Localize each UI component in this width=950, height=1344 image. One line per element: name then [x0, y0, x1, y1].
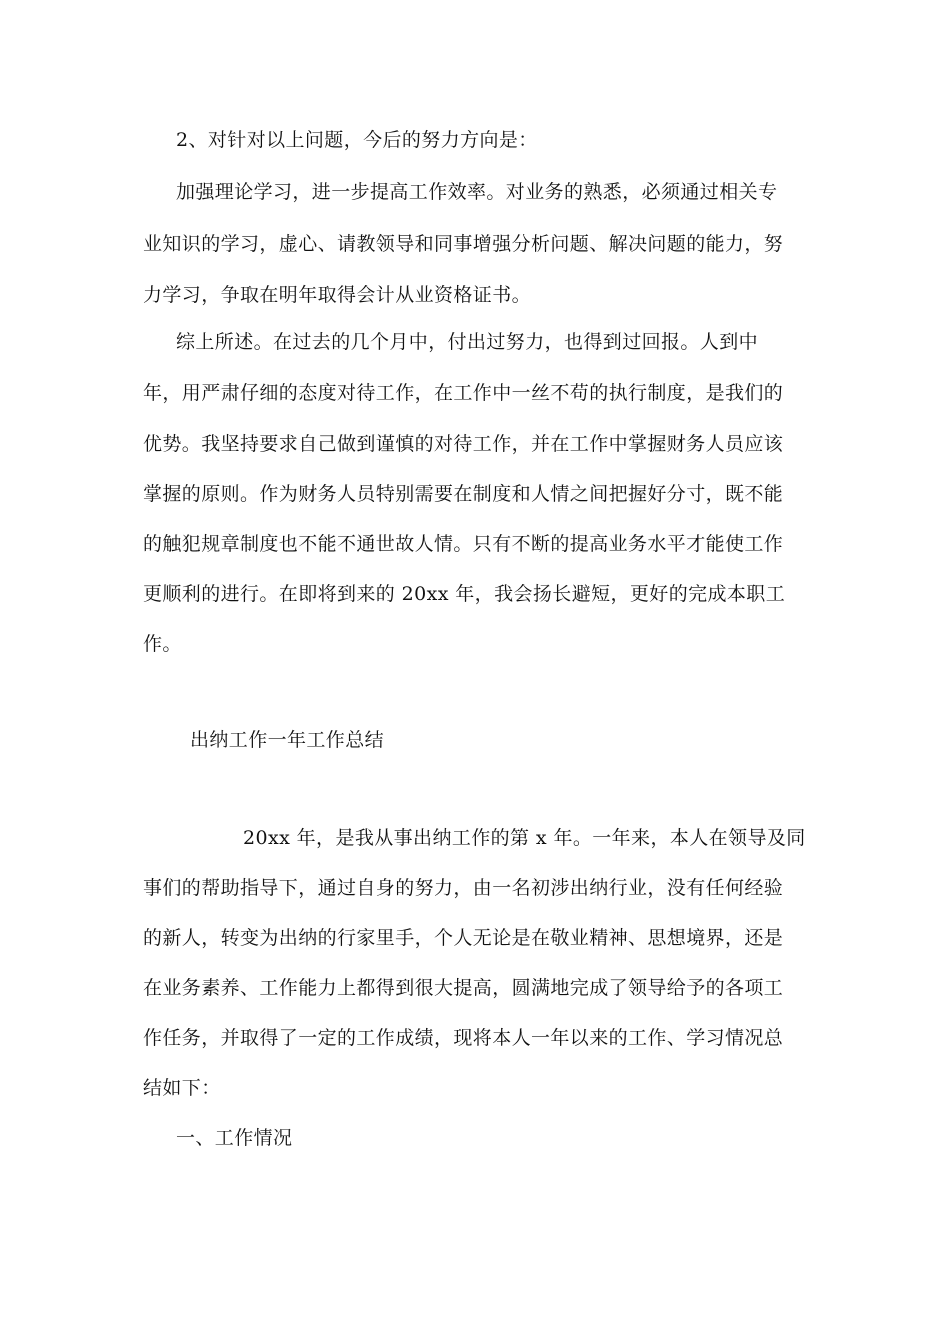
paragraph-line: 的触犯规章制度也不能不通世故人情。只有不断的提高业务水平才能使工作 — [143, 533, 784, 555]
paragraph-line: 事们的帮助指导下，通过自身的努力，由一名初涉出纳行业，没有任何经验 — [143, 877, 784, 899]
paragraph-line: 业知识的学习，虚心、请教领导和同事增强分析问题、解决问题的能力，努 — [143, 233, 784, 255]
paragraph-line: 加强理论学习，进一步提高工作效率。对业务的熟悉，必须通过相关专 — [176, 181, 778, 203]
paragraph-line: 在业务素养、工作能力上都得到很大提高，圆满地完成了领导给予的各项工 — [143, 977, 784, 999]
section-heading-work-status: 一、工作情况 — [176, 1127, 293, 1149]
section-heading-improvement: 2、对针对以上问题，今后的努力方向是： — [176, 129, 538, 151]
paragraph-line: 的新人，转变为出纳的行家里手，个人无论是在敬业精神、思想境界，还是 — [143, 927, 784, 949]
paragraph-line: 20xx 年，是我从事出纳工作的第 x 年。一年来，本人在领导及同 — [243, 827, 806, 849]
paragraph-line: 掌握的原则。作为财务人员特别需要在制度和人情之间把握好分寸，既不能 — [143, 483, 784, 505]
document-title: 出纳工作一年工作总结 — [190, 729, 385, 751]
paragraph-line: 年，用严肃仔细的态度对待工作，在工作中一丝不苟的执行制度，是我们的 — [143, 382, 784, 404]
paragraph-line: 综上所述。在过去的几个月中，付出过努力，也得到过回报。人到中 — [176, 331, 759, 353]
paragraph-line: 优势。我坚持要求自己做到谨慎的对待工作，并在工作中掌握财务人员应该 — [143, 433, 784, 455]
paragraph-line: 作。 — [143, 633, 182, 655]
paragraph-line: 结如下： — [143, 1077, 221, 1099]
paragraph-line: 更顺利的进行。在即将到来的 20xx 年，我会扬长避短，更好的完成本职工 — [143, 583, 786, 605]
paragraph-line: 作任务，并取得了一定的工作成绩，现将本人一年以来的工作、学习情况总 — [143, 1027, 784, 1049]
paragraph-line: 力学习，争取在明年取得会计从业资格证书。 — [143, 284, 532, 306]
